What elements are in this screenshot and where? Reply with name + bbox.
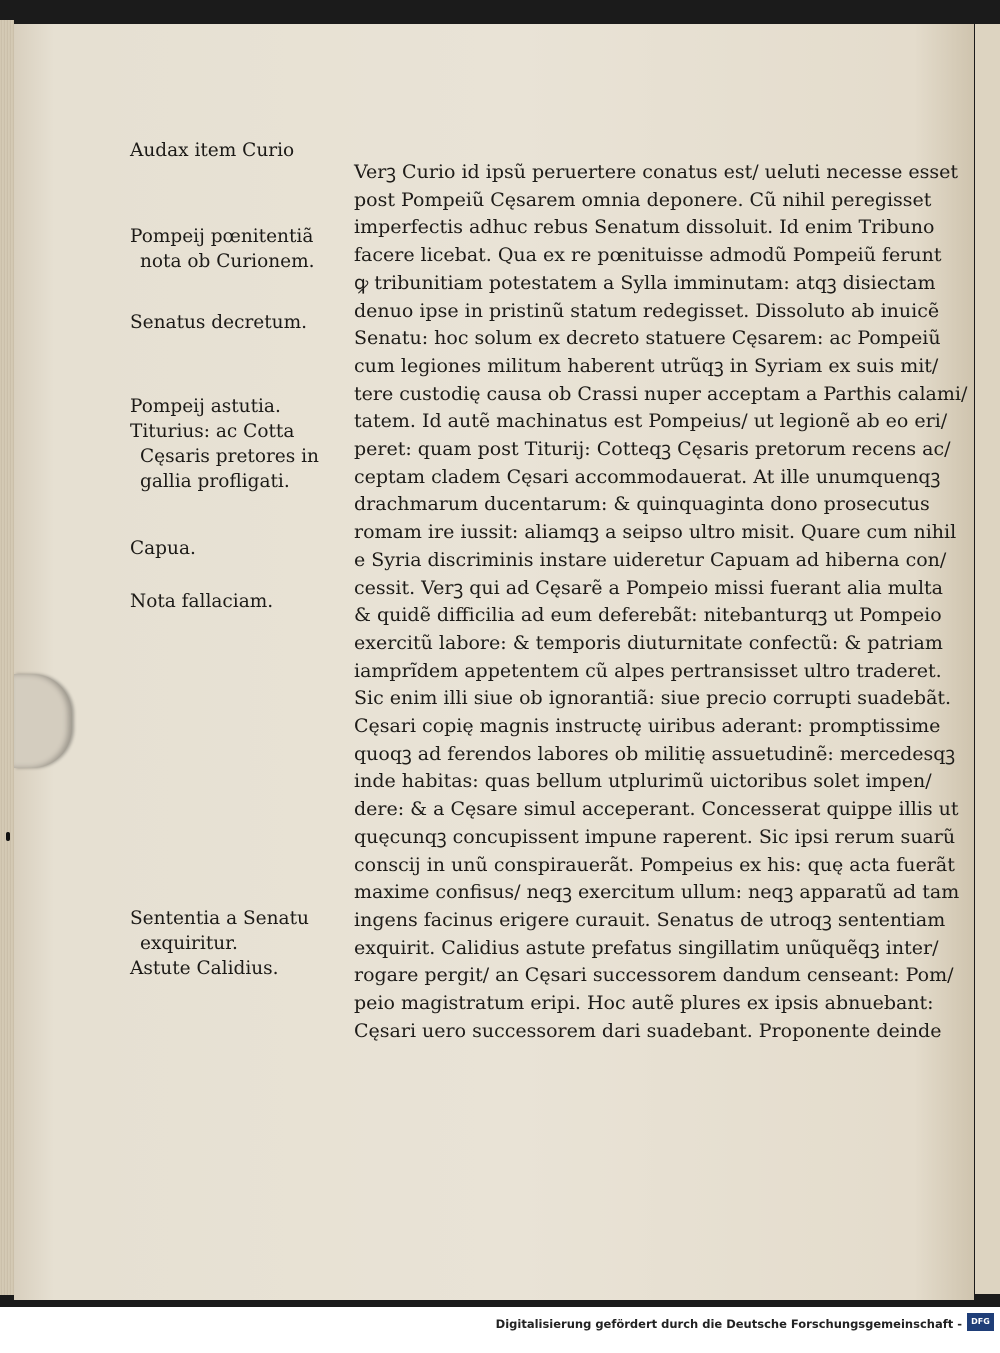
- text-line: & quidẽ difficilia ad eum deferebãt: nitebanturqꝫ ut Pompeio: [354, 604, 942, 627]
- text-line: tere custodię causa ob Crassi nuper acceptam a Parthis calami/: [354, 382, 968, 405]
- text-line: peret: quam post Titurij: Cotteqꝫ Cęsaris pretorum recens ac/: [354, 438, 951, 461]
- text-line: tatem. Id autẽ machinatus est Pompeius/ ut legionẽ ab eo eri/: [354, 410, 948, 433]
- text-line: inde habitas: quas bellum utplurimũ uictoribus solet impen/: [354, 770, 932, 793]
- text-line: Senatu: hoc solum ex decreto statuere Cęsarem: ac Pompeiũ: [354, 327, 941, 350]
- text-line: romam ire iussit: aliamqꝫ a seipso ultro misit. Quare cum nihil: [354, 521, 957, 544]
- show-through-mark: [184, 176, 189, 196]
- text-line: iamprĩdem appetentem cũ alpes pertransisset ultro traderet.: [354, 659, 942, 682]
- text-line: maxime confisus/ neqꝫ exercitum ullum: neqꝫ apparatũ ad tam: [354, 881, 960, 904]
- text-line: quoqꝫ ad ferendos labores ob militię assuetudinẽ: mercedesqꝫ: [354, 742, 956, 765]
- text-line: exquirit. Calidius astute prefatus singillatim unũquẽqꝫ inter/: [354, 936, 939, 959]
- footer-credit: Digitalisierung gefördert durch die Deutsche Forschungsgemeinschaft -: [495, 1317, 962, 1331]
- text-line: ꝙ tribunitiam potestatem a Sylla imminutam: atqꝫ disiectam: [354, 271, 936, 294]
- text-line: exercitũ labore: & temporis diuturnitate confectũ: & patriam: [354, 631, 943, 654]
- main-text-block: [354, 159, 968, 1046]
- text-line: cum legiones militum haberent utrũqꝫ in Syriam ex suis mit/: [354, 354, 939, 377]
- margin-note-pompeij-poenitentia: Pompeij pœnitentiã nota ob Curionem.: [130, 226, 315, 272]
- text-line: imperfectis adhuc rebus Senatum dissoluit. Id enim Tribuno: [354, 216, 935, 239]
- book-page: [14, 24, 974, 1300]
- margin-note-capua: Capua.: [130, 538, 196, 559]
- text-line: peio magistratum eripi. Hoc autẽ plures ex ipsis abnuebant:: [354, 992, 934, 1015]
- margin-note-sententia: Sententia a Senatu exquiritur. Astute Calidius.: [130, 908, 309, 979]
- margin-note-astutia: Pompeij astutia. Titurius: ac Cotta Cęsaris pretores in gallia profligati.: [130, 396, 319, 492]
- book-clasp: [14, 674, 72, 768]
- facing-page-edge: [975, 24, 1000, 1294]
- text-line: Verꝫ Curio id ipsũ peruertere conatus est/ ueluti necesse esset: [354, 161, 959, 183]
- text-line: cessit. Verꝫ qui ad Cęsarẽ a Pompeio missi fuerant alia multa: [354, 576, 943, 599]
- text-line: e Syria discriminis instare uideretur Capuam ad hiberna con/: [354, 548, 947, 571]
- text-line: denuo ipse in pristinũ statum redegisset. Dissoluto ab inuicẽ: [354, 299, 940, 322]
- text-line: rogare pergit/ an Cęsari successorem dandum censeant: Pom/: [354, 964, 954, 987]
- text-line: Cęsari uero successorem dari suadebant. Proponente deinde: [354, 1019, 942, 1042]
- text-line: dere: & a Cęsare simul acceperant. Concesserat quippe illis ut: [354, 798, 959, 821]
- dfg-logo: DFG: [967, 1313, 994, 1331]
- margin-note-audax: Audax item Curio: [130, 140, 295, 161]
- text-line: quęcunqꝫ concupissent impune raperent. Sic ipsi rerum suarũ: [354, 825, 956, 848]
- text-line: post Pompeiũ Cęsarem omnia deponere. Cũ nihil peregisset: [354, 188, 932, 211]
- book-page-edges: [0, 20, 14, 1295]
- text-line: ingens facinus erigere curauit. Senatus de utroqꝫ sententiam: [354, 908, 946, 931]
- margin-note-fallaciam: Nota fallaciam.: [130, 591, 274, 612]
- text-line: ceptam cladem Cęsari accommodauerat. At ille unumquenqꝫ: [354, 465, 941, 488]
- page-mark: [6, 832, 10, 841]
- text-line: facere licebat. Qua ex re pœnituisse admodũ Pompeiũ ferunt: [354, 244, 942, 267]
- footer-bar: [0, 1307, 1000, 1353]
- text-line: Sic enim illi siue ob ignorantiã: siue precio corrupti suadebãt.: [354, 687, 952, 710]
- text-line: conscij in unũ conspirauerãt. Pompeius ex his: quę acta fuerãt: [354, 853, 955, 876]
- margin-note-senatus: Senatus decretum.: [130, 312, 308, 333]
- text-line: Cęsari copię magnis instructę uiribus aderant: promptissime: [354, 715, 941, 738]
- text-line: drachmarum ducentarum: & quinquaginta dono prosecutus: [354, 493, 930, 516]
